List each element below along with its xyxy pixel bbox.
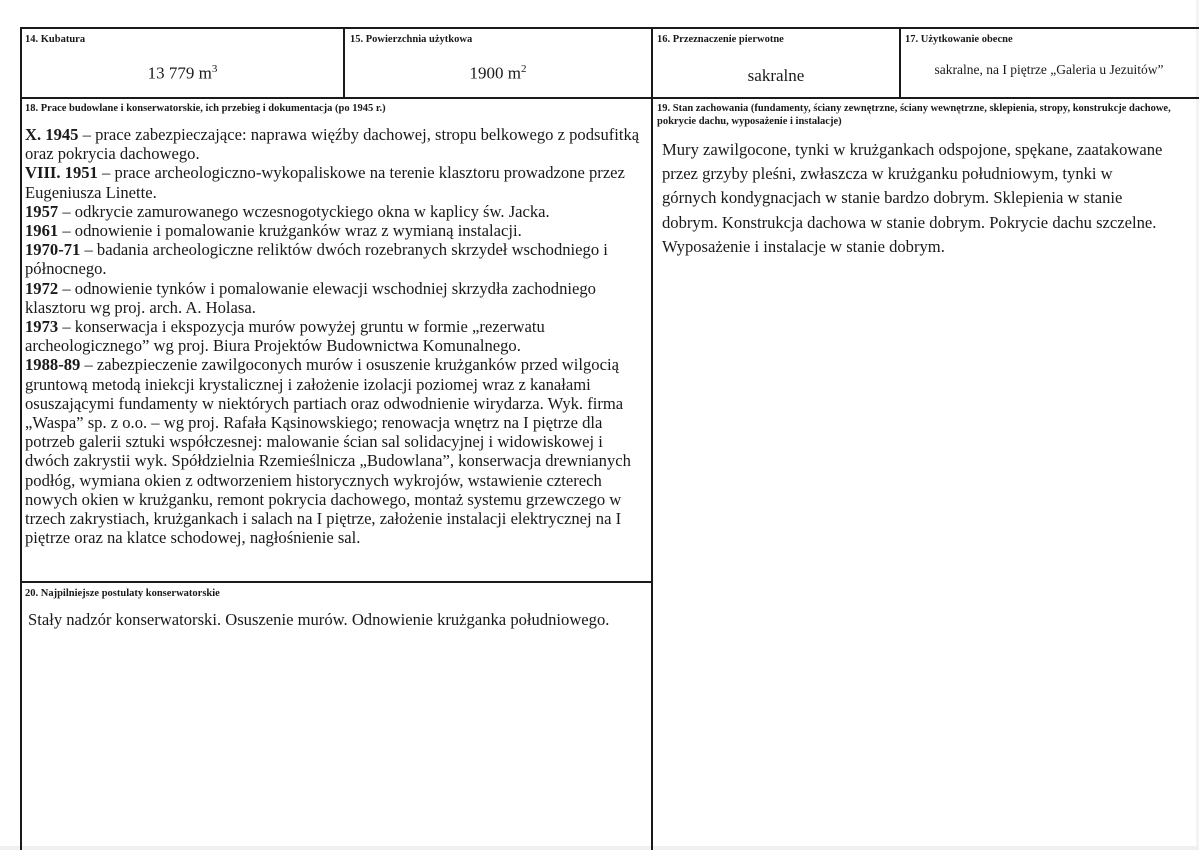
work-entry-text: – badania archeologiczne reliktów dwóch rozebranych skrzydeł wschodniego i północnego.	[25, 240, 608, 279]
field-20-body: Stały nadzór konserwatorski. Osuszenie murów. Odnowienie krużganka południowego.	[28, 610, 610, 629]
work-entry	[25, 317, 650, 355]
work-entry-date: 1957	[25, 201, 59, 221]
work-entry-text: – konserwacja i ekspozycja murów powyżej gruntu w formie „rezerwatu archeologicznego” wg proj. Biura Projektów Budownictwa Komunalnego.	[25, 317, 545, 356]
work-entry-text: – prace zabezpieczające: naprawa więźby dachowej, stropu belkowego z podsufitką oraz pokrycia dachowego.	[25, 125, 640, 164]
work-entry	[25, 163, 650, 201]
work-entry-text: – zabezpieczenie zawilgoconych murów i osuszenie krużganków przed wilgocią gruntową metodą iniekcji krystalicznej i założenie izolacji poziomej wraz z kanałami osuszającymi fundamenty w niektórych partiach oraz odwodnienie wirydarza. Wyk. firma „Waspa” sp. z o.o. – wg proj. Rafała Kąsinowskiego; renowacja wnętrz na I piętrze dla potrzeb galerii sztuki współczesnej: malowanie ścian sal solidacyjnej i widowiskowej i dwóch zakrystii wyk. Spółdzielnia Rzemieślnicza „Budowlana”, konserwacja drewnianych podłóg, wymiana okien z odtworzeniem historycznych wykrojów, wstawienie czterech nowych okien w krużganku, remont pokrycia dachowego, montaż systemu grzewczego w trzech zakrystiach, krużgankach i salach na I piętrze, założenie instalacji elektrycznej na I piętrze oraz na klatce schodowej, nagłośnienie sal.	[25, 355, 631, 548]
left-border-line	[20, 27, 22, 850]
field-16-value: sakralne	[747, 66, 805, 85]
field-18-label: 18. Prace budowlane i konserwatorskie, ich przebieg i dokumentacja (po 1945 r.)	[25, 103, 386, 114]
field-14-number: 13 779 m	[147, 63, 212, 83]
work-entry-date: 1970-71	[25, 240, 81, 260]
field-14-label: 14. Kubatura	[25, 34, 86, 45]
work-entry-text: – odkrycie zamurowanego wczesnogotyckiego okna w kaplicy św. Jacka.	[58, 201, 550, 221]
field-20-label: 20. Najpilniejsze postulaty konserwatorskie	[25, 588, 220, 599]
work-entry-date: X. 1945	[25, 125, 79, 144]
work-entry-text: – odnowienie i pomalowanie krużganków wraz z wymianą instalacji.	[58, 221, 522, 241]
top-border-line	[20, 27, 1199, 29]
field-15-label: 15. Powierzchnia użytkowa	[350, 34, 473, 45]
section-18-bottom-line	[20, 581, 652, 583]
work-entry-date: 1988-89	[25, 355, 81, 375]
work-entry-date: 1972	[25, 278, 59, 298]
work-entry-date: 1961	[25, 221, 59, 241]
field-15-value	[345, 63, 651, 84]
scan-top-edge	[0, 0, 1199, 6]
field-19-body: Mury zawilgocone, tynki w krużgankach odspojone, spękane, zaatakowane przez grzyby pleśni, zwłaszcza w krużganku południowym, tynki w górnych kondygnacjach w stanie bardzo dobrym. Sklepienia w stanie dobrym. Konstrukcja dachowa w stanie dobrym. Pokrycie dachu szczelne. Wyposażenie i instalacje w stanie dobrym.	[662, 140, 1163, 256]
header-row-bottom-line	[20, 97, 1199, 99]
work-entry-text: – prace archeologiczno-wykopaliskowe na terenie klasztoru prowadzone przez Eugeniusza Linette.	[25, 163, 625, 202]
work-entry-date: 1973	[25, 317, 59, 337]
field-15-unit-exponent: 2	[520, 63, 527, 75]
work-entry-date: VIII. 1951	[25, 163, 98, 183]
divider-main-columns	[651, 27, 653, 850]
work-entry	[25, 125, 650, 163]
work-entry	[25, 355, 650, 547]
work-entry	[25, 202, 650, 221]
work-entry-text: – odnowienie tynków i pomalowanie elewacji wschodniej skrzydła zachodniego klasztoru wg proj. arch. A. Holasa.	[25, 278, 596, 317]
field-17-label: 17. Użytkowanie obecne	[905, 34, 1013, 45]
work-entry	[25, 240, 650, 278]
field-14-unit-exponent: 3	[211, 63, 218, 75]
field-14-value	[22, 63, 343, 84]
work-entry	[25, 221, 650, 240]
field-18-body	[25, 125, 650, 547]
work-entry	[25, 279, 650, 317]
field-16-label: 16. Przeznaczenie pierwotne	[657, 34, 784, 45]
field-19-label: 19. Stan zachowania (fundamenty, ściany zewnętrzne, ściany wewnętrzne, sklepienia, stropy, konstrukcje dachowe, pokrycie dachu, wyposażenie i instalacje)	[657, 103, 1171, 127]
field-17-value: sakralne, na I piętrze „Galeria u Jezuitów”	[934, 62, 1164, 77]
scan-bottom-edge	[0, 846, 1199, 850]
field-15-number: 1900 m	[469, 63, 521, 83]
